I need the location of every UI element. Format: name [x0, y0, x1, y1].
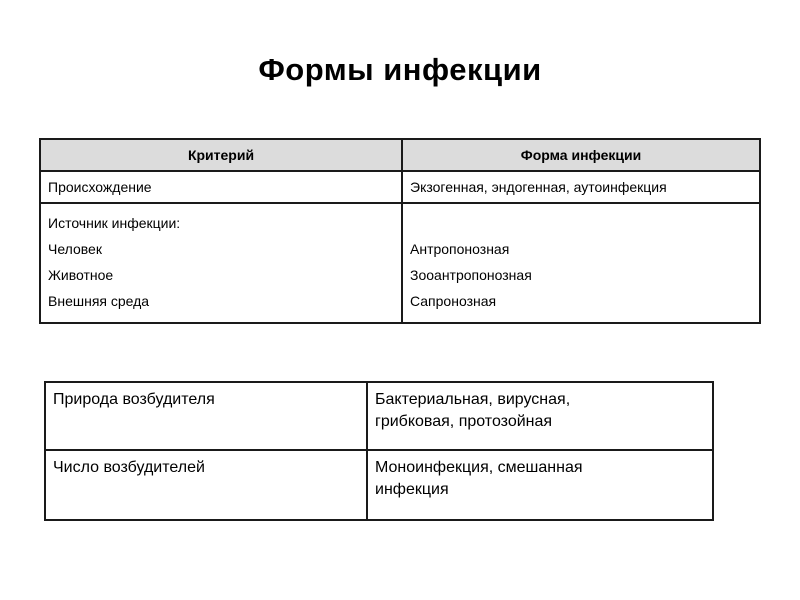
table-row: [45, 450, 713, 520]
criterion-cell: Происхождение: [40, 171, 402, 203]
table-row: [40, 203, 760, 323]
form-item: Антропонозная: [410, 241, 510, 257]
source-item: Животное: [48, 267, 114, 283]
criterion-cell: [40, 203, 402, 323]
form-line: инфекция: [375, 481, 449, 498]
infection-forms-table: [39, 138, 761, 324]
form-cell: [402, 203, 760, 323]
table-row: [45, 382, 713, 450]
spacer: [410, 210, 752, 236]
form-line: грибковая, протозойная: [375, 413, 553, 430]
form-line: Бактериальная, вирусная,: [375, 391, 571, 408]
source-item: Внешняя среда: [48, 293, 150, 309]
header-criterion: Критерий: [40, 139, 402, 171]
criterion-cell: Природа возбудителя: [45, 382, 367, 450]
source-title: Источник инфекции:: [48, 215, 181, 231]
form-item: Сапронозная: [410, 293, 497, 309]
form-cell: Экзогенная, эндогенная, аутоинфекция: [402, 171, 760, 203]
form-item: Зооантропонозная: [410, 267, 532, 283]
table-header-row: [40, 139, 760, 171]
form-line: Моноинфекция, смешанная: [375, 459, 583, 476]
pathogen-table: [44, 381, 714, 521]
header-infection-form: Форма инфекции: [402, 139, 760, 171]
form-cell: [367, 450, 713, 520]
table-row: [40, 171, 760, 203]
criterion-cell: Число возбудителей: [45, 450, 367, 520]
source-item: Человек: [48, 241, 102, 257]
page-title: Формы инфекции: [258, 52, 542, 87]
form-cell: [367, 382, 713, 450]
